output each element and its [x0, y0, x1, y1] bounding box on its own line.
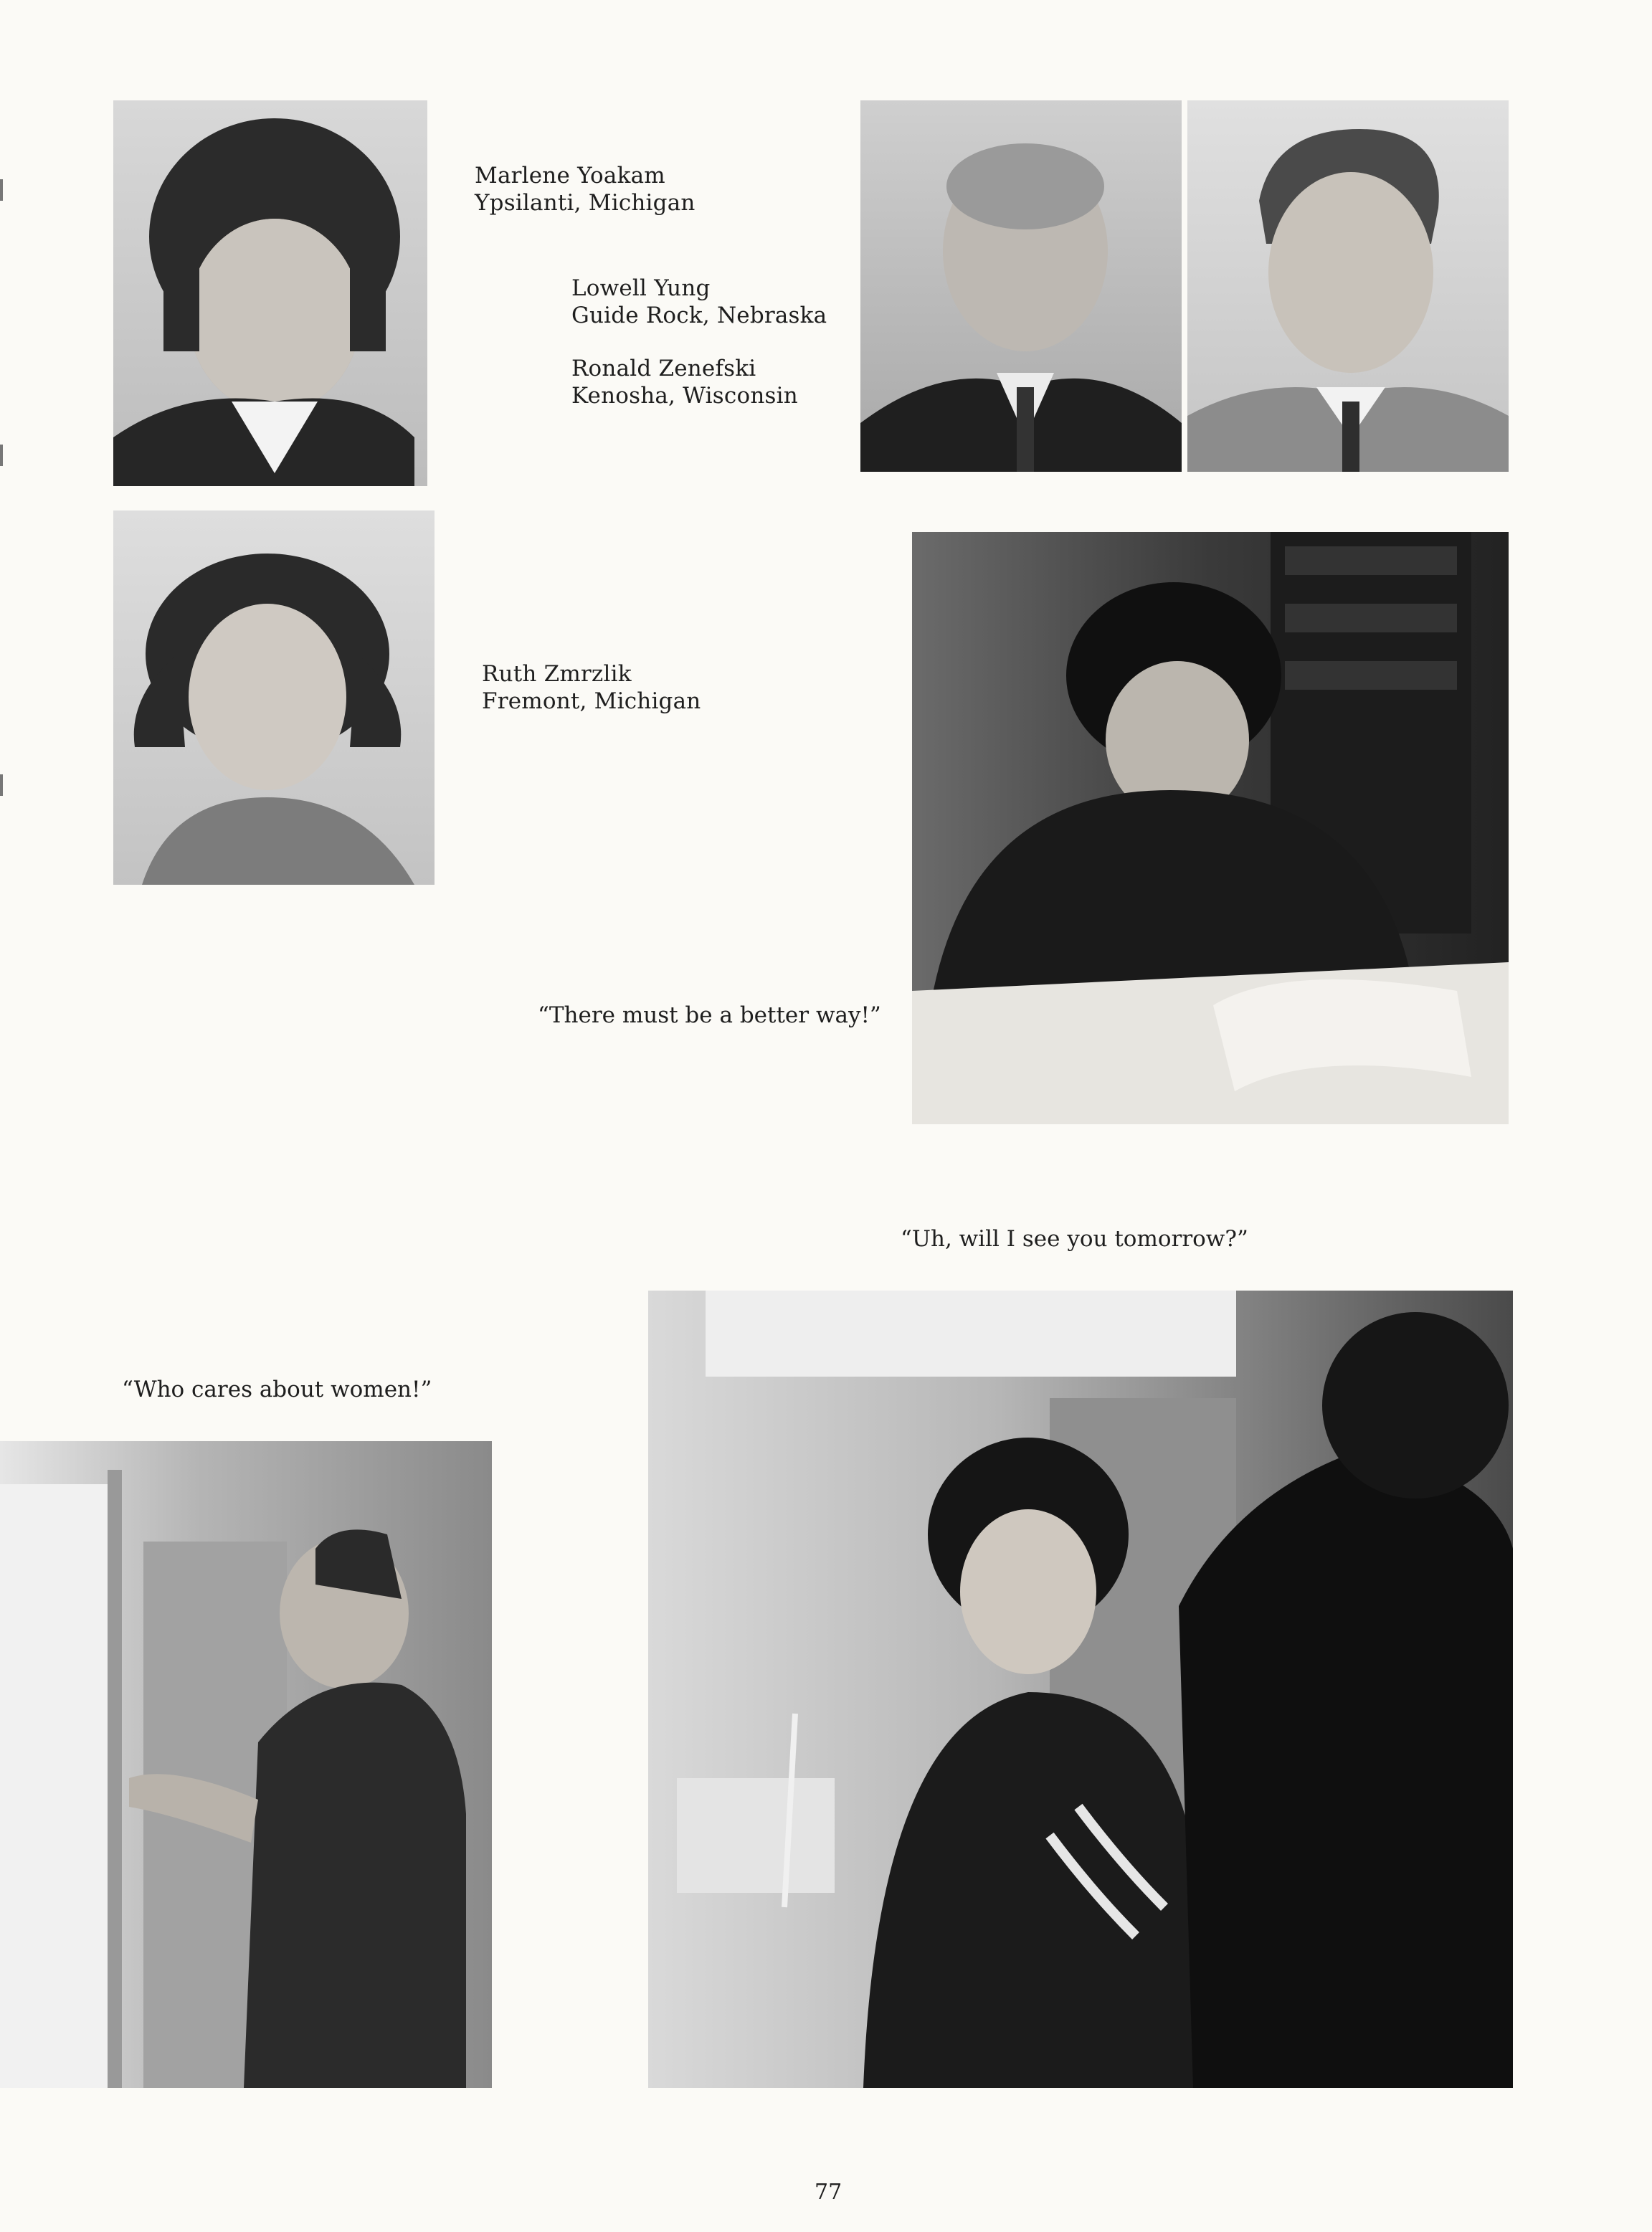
- photo-caption-better-way: “There must be a better way!”: [538, 1002, 881, 1028]
- student-name: Lowell Yung: [571, 275, 711, 301]
- student-caption-marlene-yoakam: [475, 162, 696, 217]
- student-caption-ronald-zenefski: [571, 355, 798, 409]
- student-hometown: Ypsilanti, Michigan: [475, 190, 696, 216]
- binding-edge-mark: [0, 445, 3, 466]
- candid-photo-man-at-window: [0, 1441, 492, 2088]
- photo-caption-see-you-tomorrow: “Uh, will I see you tomorrow?”: [901, 1226, 1248, 1252]
- portrait-photo-ronald-zenefski: [1187, 100, 1509, 472]
- candid-photo-student-reading: [912, 532, 1509, 1124]
- binding-edge-mark: [0, 179, 3, 201]
- student-name: Ronald Zenefski: [571, 356, 756, 381]
- page-number: 77: [815, 2180, 842, 2205]
- student-name: Marlene Yoakam: [475, 163, 665, 189]
- student-caption-lowell-yung: [571, 275, 827, 329]
- student-caption-ruth-zmrzlik: [482, 660, 701, 715]
- student-hometown: Kenosha, Wisconsin: [571, 383, 798, 409]
- portrait-photo-marlene-yoakam: [113, 100, 427, 486]
- portrait-photo-ruth-zmrzlik: [113, 510, 435, 885]
- photo-caption-who-cares: “Who cares about women!”: [122, 1377, 432, 1402]
- student-name: Ruth Zmrzlik: [482, 661, 632, 687]
- student-hometown: Fremont, Michigan: [482, 688, 701, 714]
- binding-edge-mark: [0, 774, 3, 796]
- student-hometown: Guide Rock, Nebraska: [571, 303, 827, 328]
- portrait-photo-lowell-yung: [860, 100, 1182, 472]
- candid-photo-conversation: [648, 1291, 1513, 2088]
